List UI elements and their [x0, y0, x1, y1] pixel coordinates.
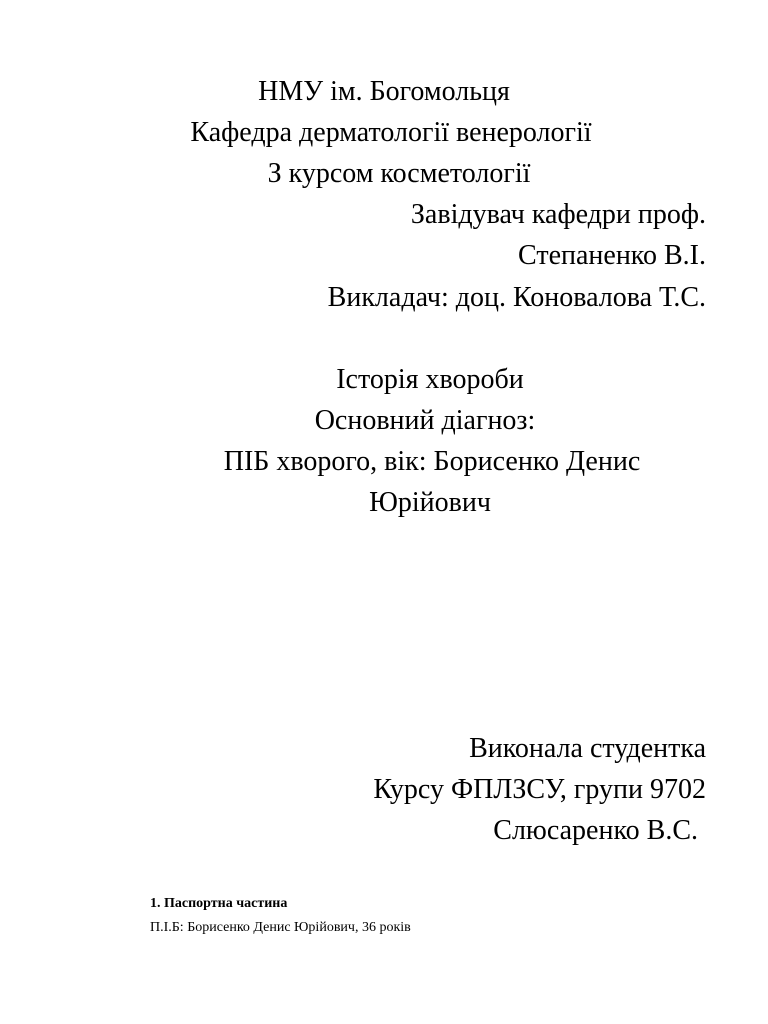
passport-section-text: П.І.Б: Борисенко Денис Юрійович, 36 років	[150, 920, 411, 935]
diagnosis-label: Основний діагноз:	[314, 405, 536, 436]
university-name: НМУ ім. Богомольця	[258, 76, 510, 107]
course-name: З курсом косметології	[267, 158, 531, 189]
author-line1: Виконала студентка	[469, 733, 706, 764]
passport-section-heading: 1. Паспортна частина	[150, 896, 288, 911]
author-name: Слюсаренко В.С.	[493, 815, 698, 846]
department-head-title: Завідувач кафедри проф.	[410, 199, 706, 230]
author-line2: Курсу ФПЛЗСУ, групи 9702	[373, 774, 706, 805]
department-head-name: Степаненко В.І.	[518, 240, 706, 271]
patient-name-line1: ПІБ хворого, вік: Борисенко Денис	[223, 446, 641, 477]
teacher-name: Викладач: доц. Коновалова Т.С.	[327, 282, 706, 313]
department-name: Кафедра дерматології венерології	[190, 117, 592, 148]
patient-name-line2: Юрійович	[369, 487, 491, 518]
document-title: Історія хвороби	[336, 364, 524, 395]
